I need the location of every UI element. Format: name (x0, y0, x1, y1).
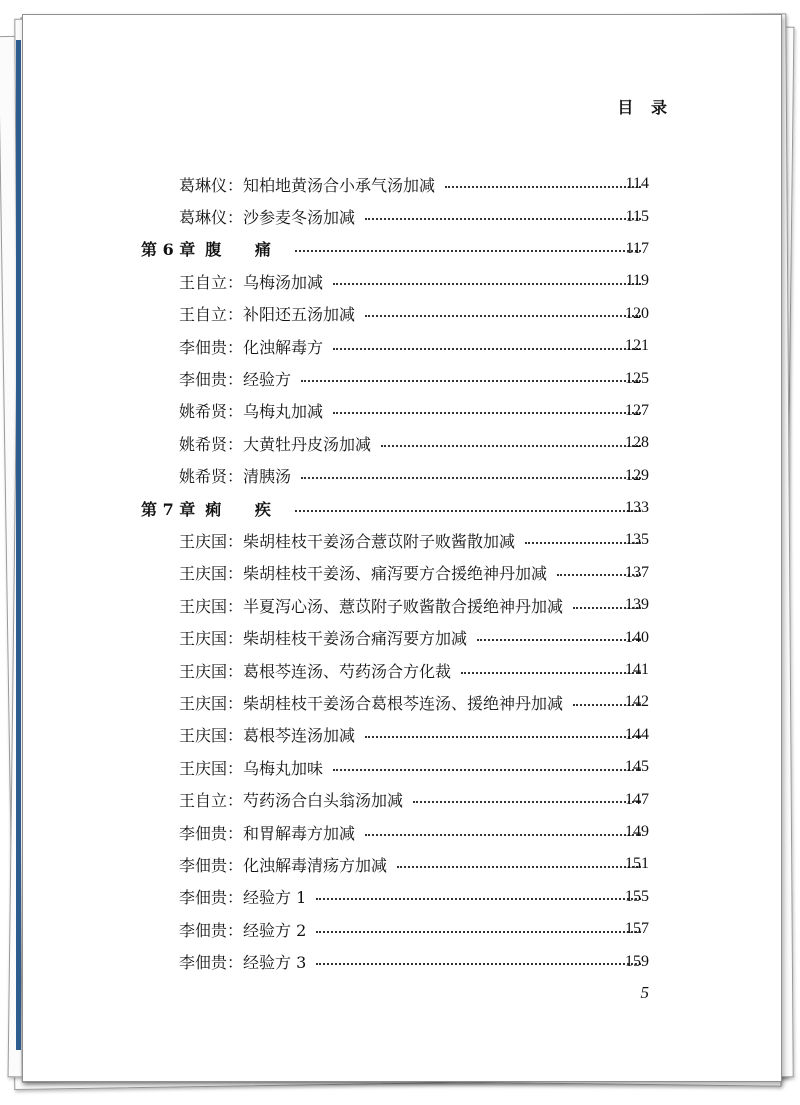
toc-entry (23, 945, 649, 977)
toc-entry-title: 李佃贵：经验方 1 (179, 888, 307, 908)
toc-entry-title: 李佃贵：经验方 (179, 370, 292, 390)
chapter-number: 第 7 章 (141, 499, 196, 519)
toc-page-number: 141 (625, 661, 649, 679)
toc-entry-title: 李佃贵：经验方 3 (179, 953, 307, 973)
toc-page-number: 147 (625, 790, 649, 808)
toc-entry (23, 460, 649, 492)
toc-entry (23, 751, 649, 783)
toc-entry (23, 557, 649, 589)
toc-page-number: 119 (625, 272, 649, 290)
toc-entry (23, 654, 649, 686)
dot-leader (397, 865, 641, 868)
toc-entry-title: 姚希贤：大黄牡丹皮汤加减 (179, 434, 372, 454)
dot-leader (333, 411, 641, 414)
chapter-number: 第 6 章 (141, 240, 196, 260)
toc-page-number: 149 (625, 823, 649, 840)
dot-leader (365, 314, 641, 317)
dot-leader (316, 962, 641, 965)
dot-leader (333, 768, 641, 771)
dot-leader (333, 282, 641, 285)
page-number: 5 (640, 983, 649, 1002)
toc-page-number: 120 (625, 304, 649, 322)
toc-page-number: 127 (625, 401, 649, 419)
toc-entry-title: 葛琳仪：沙参麦冬汤加减 (179, 208, 356, 228)
toc-entry-title: 王庆国：柴胡桂枝干姜汤合痛泻要方加减 (179, 629, 468, 649)
toc-entry-title: 姚希贤：乌梅丸加减 (179, 402, 324, 422)
toc-entry (23, 719, 649, 751)
dot-leader (316, 897, 641, 900)
toc-page-number: 142 (625, 693, 649, 711)
book-cover-edge (16, 40, 21, 1050)
toc-entry (23, 881, 649, 913)
toc-entry-title: 李佃贵：化浊解毒清疡方加减 (179, 855, 388, 875)
toc-page-number: 128 (625, 434, 649, 452)
dot-leader (301, 476, 641, 479)
dot-leader (381, 444, 641, 447)
toc-page-number: 140 (625, 628, 649, 646)
toc-entry (23, 783, 649, 815)
document-page (22, 14, 782, 1082)
toc-page-number: 145 (625, 758, 649, 776)
toc-page-number: 157 (625, 920, 649, 938)
toc-entry (23, 265, 649, 297)
dot-leader (445, 185, 641, 188)
toc-chapter-label (141, 497, 285, 520)
toc-page-number: 125 (625, 369, 649, 387)
toc-entry (23, 298, 649, 330)
toc-entry-title: 王庆国：柴胡桂枝干姜汤合薏苡附子败酱散加减 (179, 531, 516, 551)
toc-entry (23, 427, 649, 459)
toc-entry (23, 330, 649, 362)
toc-page-number: 114 (625, 175, 649, 193)
toc-entry-title: 王庆国：葛根芩连汤加减 (179, 726, 356, 746)
dot-leader (301, 379, 641, 382)
toc-page-number: 121 (625, 337, 649, 355)
toc-entry (23, 362, 649, 394)
toc-page-number: 155 (625, 887, 649, 905)
dot-leader (365, 833, 641, 836)
toc-entry (23, 913, 649, 945)
dot-leader (477, 638, 641, 641)
toc-entry-title: 王庆国：葛根芩连汤、芍药汤合方化裁 (179, 661, 452, 681)
toc-page-number: 133 (625, 499, 649, 517)
toc-chapter-heading (23, 492, 649, 524)
toc-entry (23, 686, 649, 718)
toc-chapter-heading (23, 233, 649, 265)
toc-chapter-label (141, 237, 285, 260)
toc-entry-title: 姚希贤：清胰汤 (179, 467, 292, 487)
toc-page-number: 139 (625, 596, 649, 614)
toc-entry-title: 王庆国：半夏泻心汤、薏苡附子败酱散合援绝神丹加减 (179, 596, 564, 616)
toc-entry (23, 200, 649, 232)
toc-entry-title: 李佃贵：经验方 2 (179, 920, 307, 940)
toc-page-number: 117 (625, 239, 649, 257)
dot-leader (316, 930, 641, 933)
toc-page-number: 129 (625, 466, 649, 484)
toc-entry (23, 589, 649, 621)
toc-entry-title: 王庆国：乌梅丸加味 (179, 758, 324, 778)
dot-leader (413, 800, 641, 803)
toc-entry-title: 王自立：乌梅汤加减 (179, 272, 324, 292)
toc-page-number: 144 (625, 725, 649, 743)
toc-entry-title: 王庆国：柴胡桂枝干姜汤、痛泻要方合援绝神丹加减 (179, 564, 548, 584)
toc-entry-title: 李佃贵：化浊解毒方 (179, 337, 324, 357)
toc-page-number: 151 (625, 855, 649, 873)
dot-leader (295, 249, 641, 252)
toc-entry (23, 621, 649, 653)
dot-leader (333, 347, 641, 350)
chapter-title: 痢 疾 (205, 499, 285, 519)
toc-entry (23, 848, 649, 880)
toc-entry-title: 王自立：补阳还五汤加减 (179, 305, 356, 325)
toc-page-number: 135 (625, 531, 649, 549)
toc-page-number: 115 (625, 207, 649, 225)
toc-entry-title: 王自立：芍药汤合白头翁汤加减 (179, 791, 404, 811)
toc-entry-title: 李佃贵：和胃解毒方加减 (179, 823, 356, 843)
toc-page-number: 159 (625, 952, 649, 970)
dot-leader (365, 735, 641, 738)
toc-entry-title: 葛琳仪：知柏地黄汤合小承气汤加减 (179, 175, 436, 195)
chapter-title: 腹 痛 (205, 240, 285, 260)
dot-leader (365, 217, 641, 220)
running-head: 目 录 (617, 98, 673, 117)
toc-entry-title: 王庆国：柴胡桂枝干姜汤合葛根芩连汤、援绝神丹加减 (179, 693, 564, 713)
dot-leader (461, 671, 641, 674)
toc-entry (23, 816, 649, 848)
dot-leader (295, 509, 641, 512)
toc-entry (23, 524, 649, 556)
toc-entry (23, 395, 649, 427)
table-of-contents (23, 168, 781, 978)
toc-page-number: 137 (625, 563, 649, 581)
toc-entry (23, 168, 649, 200)
